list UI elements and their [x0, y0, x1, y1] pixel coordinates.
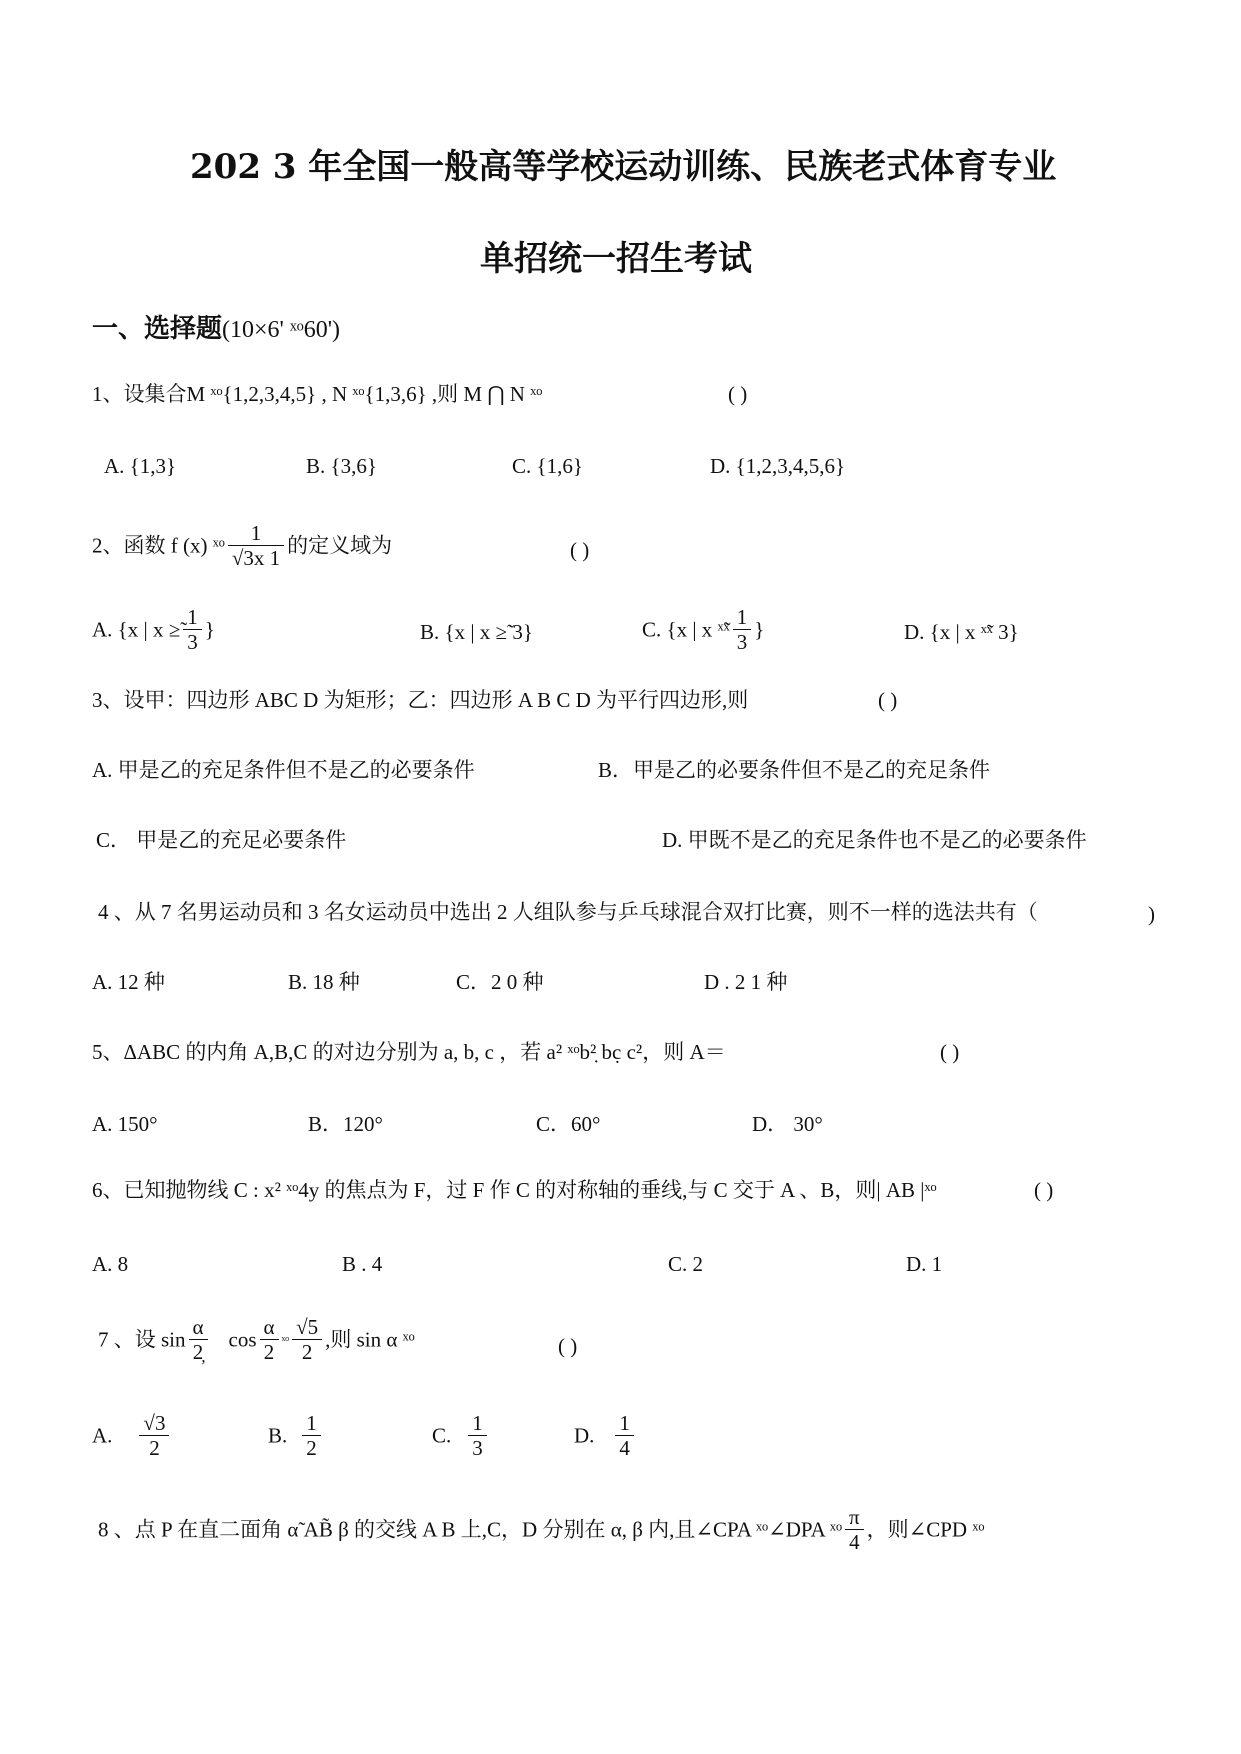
option-d	[904, 622, 1019, 643]
answer-paren: ( )	[728, 382, 748, 406]
question-7	[98, 1316, 415, 1364]
option-fraction	[302, 1412, 321, 1460]
option-b: B . 4	[342, 1252, 383, 1276]
question-5	[92, 1042, 726, 1063]
fraction-numerator: 1	[733, 606, 752, 630]
option-c	[432, 1412, 490, 1460]
question-text-post: 的定义域为	[287, 533, 393, 558]
option-label: D.	[574, 1423, 595, 1448]
option-b	[268, 1412, 324, 1460]
fraction-denominator: 2	[306, 1436, 317, 1461]
question-6	[92, 1180, 937, 1201]
option-c: C． 甲是乙的充足必要条件	[96, 828, 347, 852]
section-title: 一、选择题	[92, 314, 223, 344]
exam-title-line2: 单招统一招生考试	[480, 239, 752, 279]
section-heading	[92, 316, 340, 342]
fraction-denominator: 3	[472, 1436, 483, 1461]
option-a: A. {1,3}	[104, 454, 177, 478]
alpha-half-fraction	[260, 1316, 279, 1364]
option-a	[92, 1412, 172, 1460]
question-3	[92, 690, 748, 711]
question-text: 设集合M ˣᵒ{1,2,3,4,5} , N ˣᵒ{1,3,6} ,则 M ⋂ N ˣᵒ	[123, 382, 543, 406]
option-fraction	[733, 606, 752, 654]
fraction-numerator: 1	[615, 1412, 634, 1436]
fraction-denominator: 4	[849, 1530, 860, 1555]
question-number: 4 、	[98, 900, 135, 924]
question-text: 设 sin	[134, 1327, 186, 1352]
option-b: B．120°	[308, 1112, 383, 1136]
question-text-pre: 函数 f (x) ˣᵒ	[123, 533, 225, 558]
option-label: C.	[432, 1423, 452, 1448]
equals-glyph: ˣᵒ	[281, 1332, 290, 1348]
pi-quarter-fraction	[845, 1506, 864, 1554]
option-a: A. 甲是乙的充足条件但不是乙的必要条件	[92, 758, 475, 782]
answer-paren-close: )	[1148, 902, 1155, 926]
option-text: }	[204, 617, 215, 642]
option-d: D. 甲既不是乙的充足条件也不是乙的必要条件	[662, 828, 1087, 852]
fraction-denominator: 3	[187, 630, 198, 655]
option-c	[642, 606, 764, 654]
question-text: ΔABC 的内角 A,B,C 的对边分别为 a, b, c ，若 a² ˣᵒb²̣ bc̣ c²，则 A＝	[123, 1040, 726, 1064]
option-b: B．甲是乙的必要条件但不是乙的充足条件	[598, 758, 991, 782]
option-text: B. {x | x ≥̃ 3}	[420, 620, 533, 644]
question-text: cos	[228, 1327, 257, 1352]
option-text: D. {x | x ˣ̃ˣ 3}	[904, 620, 1019, 644]
answer-paren: ( )	[940, 1040, 960, 1064]
fraction-denominator: 2	[263, 1340, 275, 1365]
question-number: 7 、	[98, 1327, 135, 1352]
section-score: (10×6' ˣᵒ60')	[222, 317, 341, 343]
fraction-numerator: 1	[468, 1412, 487, 1436]
option-a: A. 150°	[92, 1112, 158, 1136]
domain-fraction	[228, 522, 284, 570]
fraction-denominator: 2̦	[192, 1340, 204, 1365]
fraction-denominator: 2	[149, 1436, 160, 1461]
option-fraction	[615, 1412, 634, 1460]
option-a: A. 12 种	[92, 970, 165, 994]
fraction-numerator: 1	[183, 606, 202, 630]
question-number: 6、	[92, 1178, 124, 1202]
option-d	[574, 1412, 637, 1460]
option-d: D . 2 1 种	[704, 970, 788, 994]
option-d: D． 30°	[752, 1112, 823, 1136]
option-c: C．60°	[536, 1112, 601, 1136]
option-b	[420, 622, 533, 643]
question-number: 8 、	[98, 1517, 135, 1542]
option-text: A. {x | x ≥̃	[92, 617, 181, 642]
question-1	[92, 384, 542, 405]
fraction-denominator: 4	[619, 1436, 630, 1461]
option-fraction	[139, 1412, 169, 1460]
alpha-half-fraction	[189, 1316, 208, 1364]
question-text: ，则∠CPD ˣᵒ	[866, 1517, 985, 1542]
question-4	[98, 902, 1038, 923]
answer-paren: ( )	[558, 1334, 578, 1358]
option-a: A. 8	[92, 1252, 129, 1276]
option-b: B. 18 种	[288, 970, 360, 994]
option-text: C. {x | x ˣ̃ˣ	[642, 617, 730, 642]
option-label: A.	[92, 1423, 113, 1448]
question-number: 3、	[92, 688, 124, 712]
fraction-numerator: α	[260, 1316, 279, 1340]
question-number: 5、	[92, 1040, 124, 1064]
fraction-numerator: 1	[228, 522, 284, 546]
answer-paren: ( )	[1034, 1178, 1054, 1202]
answer-paren: ( )	[878, 688, 898, 712]
question-text: 已知抛物线 C : x² ˣᵒ4y 的焦点为 F，过 F 作 C 的对称轴的垂线,与 C 交于 A 、B，则| AB |ˣᵒ	[123, 1178, 937, 1202]
fraction-numerator: α	[189, 1316, 208, 1340]
question-8	[98, 1506, 984, 1554]
option-text: }	[754, 617, 765, 642]
option-d: D. {1,2,3,4,5,6}	[710, 454, 846, 478]
option-fraction	[183, 606, 202, 654]
question-number: 2、	[92, 533, 124, 558]
fraction-numerator: √5	[292, 1316, 322, 1340]
question-text: 设甲：四边形 ABC D 为矩形；乙：四边形 A B C D 为平行四边形,则	[123, 688, 749, 712]
option-c: C．2 0 种	[456, 970, 544, 994]
question-text: ,则 sin α ˣᵒ	[325, 1327, 415, 1352]
option-label: B.	[268, 1423, 288, 1448]
fraction-numerator: 1	[302, 1412, 321, 1436]
exam-title-line1: 202 3 年全国一般高等学校运动训练、民族老式体育专业	[190, 147, 1057, 187]
option-c: C. {1,6}	[512, 454, 583, 478]
fraction-denominator: √3x 1	[231, 546, 281, 571]
question-2	[92, 522, 392, 570]
fraction-denominator: 2	[301, 1340, 313, 1365]
question-text: 点 P 在直二面角 α̃ AB̃ β 的交线 A B 上,C，D 分别在 α, β 内,且∠CPA ˣᵒ∠DPA ˣᵒ	[134, 1517, 843, 1542]
fraction-numerator: √3	[139, 1412, 169, 1436]
root5-fraction	[292, 1316, 322, 1364]
fraction-numerator: π	[845, 1506, 864, 1530]
question-text: 从 7 名男运动员和 3 名女运动员中选出 2 人组队参与乒乓球混合双打比赛，则不一样的选法共有（	[134, 900, 1038, 924]
option-b: B. {3,6}	[306, 454, 377, 478]
option-d: D. 1	[906, 1252, 943, 1276]
option-c: C. 2	[668, 1252, 704, 1276]
answer-paren: ( )	[570, 538, 590, 562]
fraction-denominator: 3	[736, 630, 748, 655]
option-fraction	[468, 1412, 487, 1460]
option-a	[92, 606, 215, 654]
question-number: 1、	[92, 382, 124, 406]
